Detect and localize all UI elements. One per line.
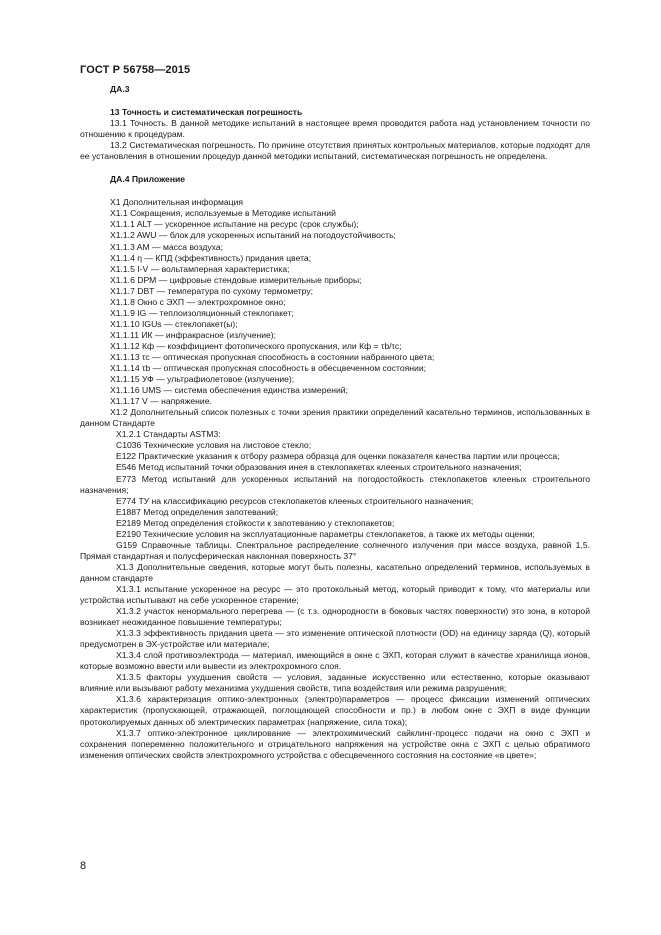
list-item: X1.1.12 Кф — коэффициент фотопического пропускания, или Кф = τb/τc; <box>110 340 402 351</box>
list-item: X1.1.4 η — КПД (эффективность) придания цвета; <box>110 252 312 263</box>
list-item: X1.1.14 τb — оптическая пропускная способность в обесцвеченном состоянии; <box>110 363 427 374</box>
list-item: X1.3.1 испытание ускоренное на ресурс — это протокольный метод, который приводит к тому, что материалы или устройства испытывают на себе ускоренное старение; <box>80 583 590 606</box>
list-item: X1.1 Сокращения, используемые в Методике испытаний <box>110 208 336 219</box>
paragraph-13-1: 13.1 Точность. В данной методике испытаний в настоящее время проводится работа над установлением точности по отношению к процедурам. <box>80 118 590 140</box>
list-item: X1.3.3 эффективность придания цвета — это изменение оптической плотности (OD) на единицу заряда (Q), который предусмотрен в ЭХ-устройстве или материале; <box>80 628 590 650</box>
list-item: E1887 Метод определения запотеваний; <box>116 506 279 517</box>
list-item: X1.3.5 факторы ухудшения свойств — условия, заданные искусственно или естественно, которые оказывают влияние или вызывают работу механизма ухудшения свойств, типа воздействия или режима разрушения; <box>80 672 590 694</box>
list-item: X1.1.6 DPM — цифровые стендовые измерительные приборы; <box>110 274 362 285</box>
list-item: C1036 Технические условия на листовое стекло; <box>116 440 312 451</box>
list-item: X1.1.10 IGUs — стеклопакет(ы); <box>110 318 238 329</box>
list-item: E2189 Метод определения стойкости к запотеванию у стеклопакетов; <box>116 517 395 528</box>
list-item: X1.1.7 DBT — температура по сухому термометру; <box>110 285 314 296</box>
list-item: E773 Метод испытаний для ускоренных испытаний на погодостойкость стеклопакетов клееных строительного назначения; <box>80 473 590 495</box>
list-item: X1.3.2 участок ненормального перегрева — (с т.з. однородности в боковых частях поверхности) это зона, в которой возникает неожиданное повышение температуры; <box>80 606 590 628</box>
list-item: E774 ТУ на классификацию ресурсов стеклопакетов клееных строительного назначения; <box>116 495 474 506</box>
list-item: X1.1.11 ИК — инфракрасное (излучение); <box>110 329 277 340</box>
list-item: X1.1.16 UMS — система обеспечения единства измерений; <box>110 385 348 396</box>
list-item: X1.1.15 УФ — ультрафиолетовое (излучение); <box>110 374 295 385</box>
paragraph-13-2: 13.2 Систематическая погрешность. По причине отсутствия принятых контрольных материалов, которые подходят для ее установления в отношении процедур данной методики испытаний, систематическая погрешность не определена. <box>80 140 590 162</box>
page-number: 8 <box>80 860 87 872</box>
paragraph-x1-2: X1.2 Дополнительный список полезных с точки зрения практики определений касательно терминов, использованных в данном Стандарте <box>80 407 590 429</box>
heading-13: 13 Точность и систематическая погрешность <box>110 107 303 118</box>
paragraph-x1-3: X1.3 Дополнительные сведения, которые могут быть полезны, касательно определений терминов, используемых в данном стандарте <box>80 561 590 583</box>
page-content <box>80 84 590 761</box>
section-title-da3: ДА.3 <box>110 84 130 94</box>
list-item: X1 Дополнительная информация <box>110 197 244 208</box>
list-item: X1.1.5 I-V — вольтамперная характеристика; <box>110 263 290 274</box>
list-item: X1.3.4 слой противоэлектрода — материал, имеющийся в окне с ЭХП, которая служит в качестве хранилища ионов, которые возможно ввести или вывести из электрохромного слоя. <box>80 650 590 672</box>
list-item: X1.1.8 Окно с ЭХП — электрохромное окно; <box>110 296 286 307</box>
list-item: E546 Метод испытаний точки образования инея в стеклопакетах клееных строительного назначения; <box>116 462 522 473</box>
list-item: X1.1.13 τc — оптическая пропускная способность в состоянии набранного цвета; <box>110 351 435 362</box>
list-item: X1.1.2 AWU — блок для ускоренных испытаний на погодоустойчивость; <box>110 230 396 241</box>
document-code: ГОСТ Р 56758—2015 <box>80 64 191 76</box>
list-item: X1.1.1 ALT — ускоренное испытание на ресурс (срок службы); <box>110 219 359 230</box>
list-item: X1.3.6 характеризация оптико-электронных (электро)параметров — процесс фиксации изменений оптических характеристик (пропускающей, отражающей, поглощающей способности и пр.) в любом окне с ЭХП в виде функции протоколируемых данных об электрических параметрах (напряжение, сила тока); <box>80 694 590 727</box>
list-item: E122 Практические указания к отбору размера образца для оценки показателя качества партии или процесса; <box>116 451 560 462</box>
list-item: E2190 Технические условия на эксплуатационные параметры стеклопакетов, а также их методы оценки; <box>116 528 535 539</box>
list-item: G159 Справочные таблицы. Спектральное распределение солнечного излучения при массе воздуха, равной 1,5. Прямая стандартная и полусферическая наклонная поверхность 37° <box>80 539 590 561</box>
list-item: X1.1.3 AM — масса воздуха; <box>110 241 224 252</box>
list-item: X1.1.9 IG — теплоизоляционный стеклопакет; <box>110 307 294 318</box>
list-item: X1.3.7 оптико-электронное циклирование — электрохимический сайклинг-процесс подачи на окно с ЭХП и сохранения попеременно положительного и отрицательного напряжения на устройстве окна с ЭХП с целью обратимого изменения оптических свойств электрохромного устройства с обесцвеченного состояния на состояние «в цвете»; <box>80 727 590 760</box>
list-item: X1.1.17 V — напряжение. <box>110 396 212 407</box>
section-title-da4: ДА.4 Приложение <box>110 174 186 185</box>
standards-title: X1.2.1 Стандарты ASTM3: <box>116 429 221 440</box>
